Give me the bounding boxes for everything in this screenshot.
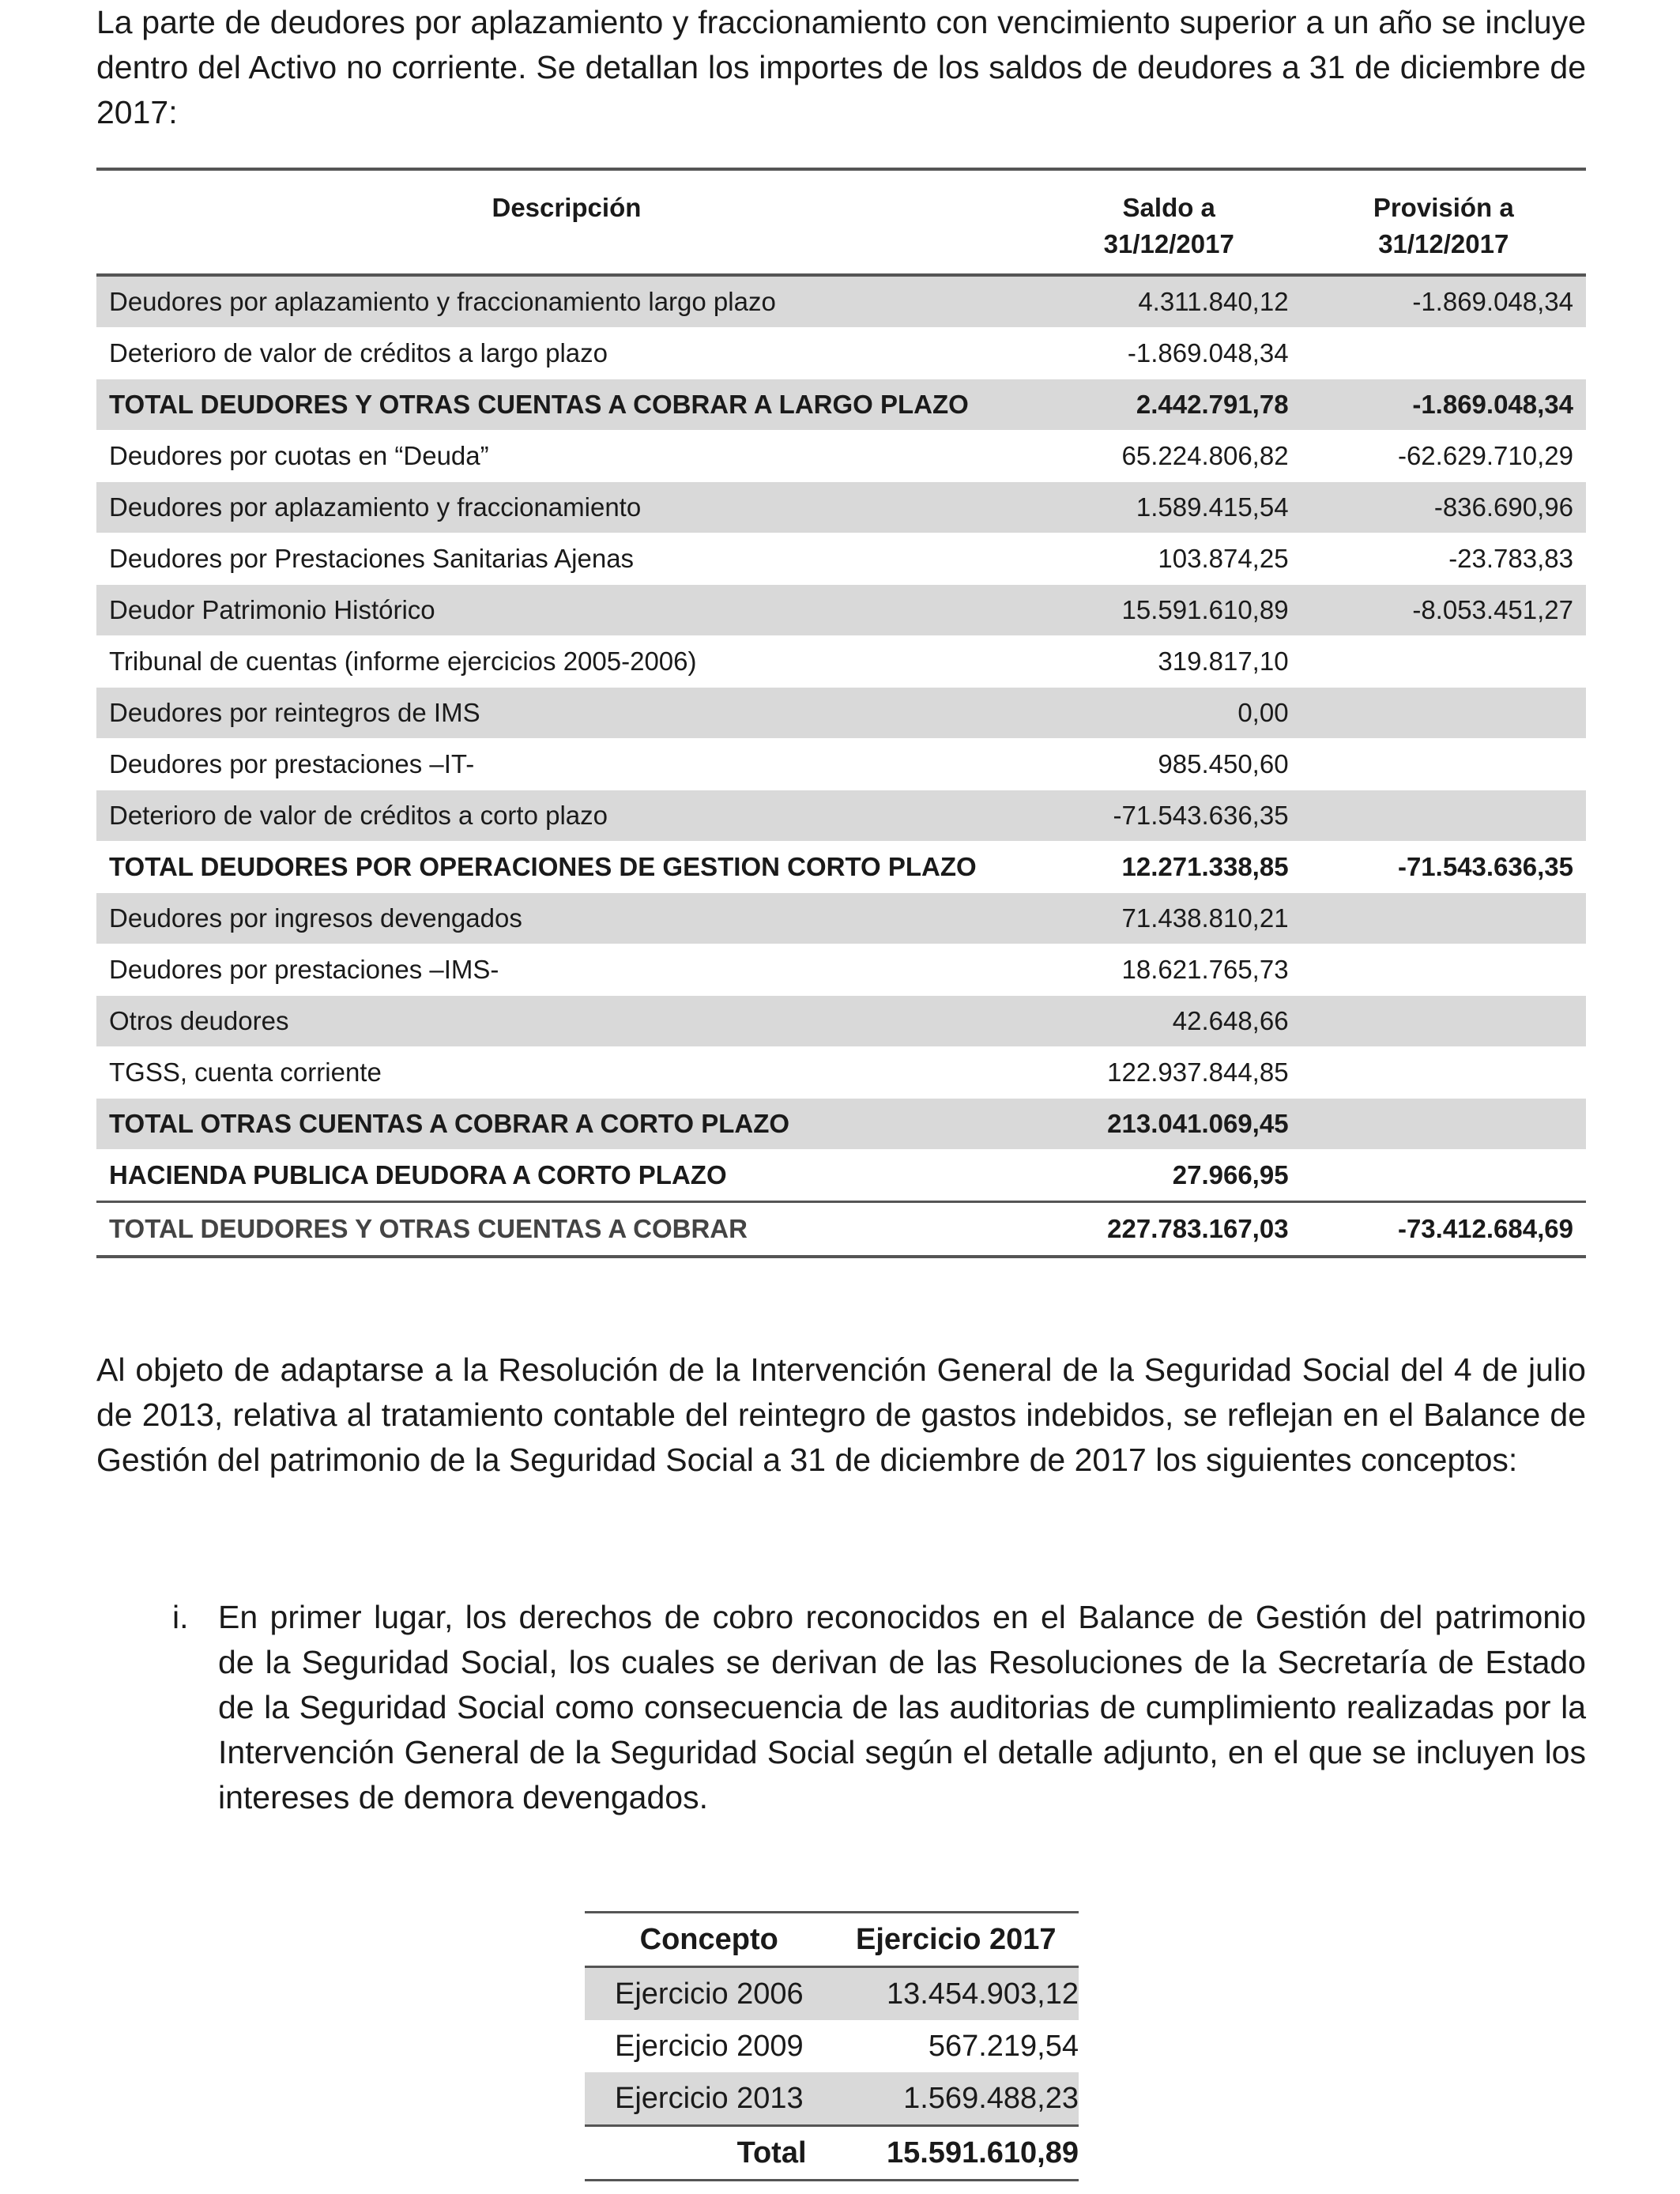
table-row: [96, 688, 1586, 739]
second-paragraph: Al objeto de adaptarse a la Resolución de la Intervención General de la Seguridad Social del 4 de julio de 2013, relativa al tratamiento contable del reintegro de gastos indebidos, se reflejan en el Balance de Gestión del patrimonio de la Seguridad Social a 31 de diciembre de 2017 los siguientes conceptos:: [96, 1351, 1586, 1478]
row-saldo: 71.438.810,21: [1037, 893, 1301, 944]
row-provision: -1.869.048,34: [1301, 275, 1586, 328]
row-provision: -1.869.048,34: [1301, 379, 1586, 431]
row-description: Deterioro de valor de créditos a largo plazo: [96, 328, 1037, 379]
debtors-table-header: [96, 169, 1586, 275]
row-description: HACIENDA PUBLICA DEUDORA A CORTO PLAZO: [96, 1150, 1037, 1202]
list-item-text: En primer lugar, los derechos de cobro reconocidos en el Balance de Gestión del patrimonio de la Seguridad Social, los cuales se derivan de las Resoluciones de la Secretaría de Estado de la Seguridad Social como consecuencia de las auditorias de cumplimiento realizadas por la Intervención General de la Seguridad Social según el detalle adjunto, en el que se incluyen los intereses de demora devengados.: [218, 1599, 1586, 1815]
exercise-table: [585, 1911, 1079, 2181]
row-concepto: Ejercicio 2013: [585, 2072, 834, 2126]
total-valor: 15.591.610,89: [834, 2126, 1079, 2181]
row-description: Deudores por aplazamiento y fraccionamiento: [96, 482, 1037, 533]
row-saldo: 0,00: [1037, 688, 1301, 739]
row-description: Deudores por cuotas en “Deuda”: [96, 431, 1037, 482]
table-row: [96, 275, 1586, 328]
row-saldo: 1.589.415,54: [1037, 482, 1301, 533]
row-description: Deterioro de valor de créditos a corto plazo: [96, 790, 1037, 842]
row-provision: -23.783,83: [1301, 533, 1586, 585]
table-row: [96, 996, 1586, 1047]
row-provision: [1301, 1150, 1586, 1202]
row-description: TOTAL DEUDORES POR OPERACIONES DE GESTION CORTO PLAZO: [96, 842, 1037, 893]
row-concepto: Ejercicio 2006: [585, 1967, 834, 2021]
row-valor: 567.219,54: [928, 2030, 1079, 2063]
row-description: Tribunal de cuentas (informe ejercicios 2005-2006): [96, 636, 1037, 688]
row-provision: -71.543.636,35: [1301, 842, 1586, 893]
subtotal-row: [96, 1150, 1586, 1202]
header-saldo-line2: 31/12/2017: [1103, 229, 1234, 258]
header-saldo-line1: Saldo a: [1122, 193, 1215, 222]
header-saldo: [1037, 169, 1301, 275]
table-row: [96, 585, 1586, 636]
row-provision: [1301, 739, 1586, 790]
row-description: Deudores por prestaciones –IT-: [96, 739, 1037, 790]
row-provision: [1301, 893, 1586, 944]
table-row: [96, 636, 1586, 688]
row-provision: [1301, 636, 1586, 688]
row-saldo: 103.874,25: [1037, 533, 1301, 585]
table-row: [96, 533, 1586, 585]
row-valor: 1.569.488,23: [834, 2072, 1079, 2126]
row-provision: -8.053.451,27: [1301, 585, 1586, 636]
table-row: [585, 2072, 1079, 2126]
total-provision: -73.412.684,69: [1301, 1202, 1586, 1257]
total-label: Total: [585, 2126, 834, 2181]
row-saldo: 985.450,60: [1037, 739, 1301, 790]
row-provision: [1301, 1047, 1586, 1099]
row-provision: [1301, 328, 1586, 379]
table-row: [96, 944, 1586, 996]
header-provision: [1301, 169, 1586, 275]
row-provision: -62.629.710,29: [1301, 431, 1586, 482]
row-description: Deudores por Prestaciones Sanitarias Ajenas: [96, 533, 1037, 585]
list-marker: i.: [172, 1599, 189, 1635]
debtors-table: [96, 168, 1586, 1258]
row-saldo: 319.817,10: [1037, 636, 1301, 688]
table-row: [96, 482, 1586, 533]
header-descripcion: Descripción: [96, 169, 1037, 275]
row-provision: [1301, 790, 1586, 842]
row-provision: [1301, 996, 1586, 1047]
header-provision-line2: 31/12/2017: [1378, 229, 1509, 258]
row-saldo: 213.041.069,45: [1037, 1099, 1301, 1150]
row-valor: 13.454.903,12: [834, 1967, 1079, 2021]
row-saldo: 27.966,95: [1037, 1150, 1301, 1202]
subtotal-row: [96, 1099, 1586, 1150]
subtotal-row: [96, 842, 1586, 893]
row-saldo: 4.311.840,12: [1037, 275, 1301, 328]
row-saldo: -71.543.636,35: [1037, 790, 1301, 842]
row-provision: [1301, 1099, 1586, 1150]
row-description: Deudores por ingresos devengados: [96, 893, 1037, 944]
subtotal-row: [96, 379, 1586, 431]
header-provision-line1: Provisión a: [1373, 193, 1514, 222]
table-row: [96, 893, 1586, 944]
row-saldo: 42.648,66: [1037, 996, 1301, 1047]
row-description: Deudores por prestaciones –IMS-: [96, 944, 1037, 996]
row-saldo: 15.591.610,89: [1037, 585, 1301, 636]
row-saldo: 12.271.338,85: [1037, 842, 1301, 893]
row-description: TOTAL DEUDORES Y OTRAS CUENTAS A COBRAR A LARGO PLAZO: [96, 379, 1037, 431]
debtors-table-body: [96, 275, 1586, 1257]
table-row: [96, 431, 1586, 482]
table-row: [585, 1967, 1079, 2021]
table-row: [96, 790, 1586, 842]
row-saldo: 2.442.791,78: [1037, 379, 1301, 431]
table-row: [96, 1047, 1586, 1099]
row-description: Deudores por aplazamiento y fraccionamiento largo plazo: [96, 275, 1037, 328]
row-saldo: 18.621.765,73: [1037, 944, 1301, 996]
row-saldo: 65.224.806,82: [1037, 431, 1301, 482]
header-concepto: Concepto: [585, 1913, 834, 1967]
table-row: [96, 739, 1586, 790]
row-concepto: Ejercicio 2009: [615, 2030, 804, 2063]
row-description: TGSS, cuenta corriente: [96, 1047, 1037, 1099]
intro-paragraph: La parte de deudores por aplazamiento y fraccionamiento con vencimiento superior a un año se incluye dentro del Activo no corriente. Se detallan los importes de los saldos de deudores a 31 de diciembre de 2017:: [96, 4, 1586, 130]
table-row: [585, 2020, 1079, 2072]
row-provision: [1301, 944, 1586, 996]
row-saldo: -1.869.048,34: [1037, 328, 1301, 379]
row-description: Otros deudores: [96, 996, 1037, 1047]
table-row: [96, 328, 1586, 379]
row-provision: [1301, 688, 1586, 739]
row-description: Deudor Patrimonio Histórico: [96, 585, 1037, 636]
row-saldo: 122.937.844,85: [1037, 1047, 1301, 1099]
header-ejercicio: Ejercicio 2017: [834, 1913, 1079, 1967]
row-description: Deudores por reintegros de IMS: [96, 688, 1037, 739]
row-description: TOTAL OTRAS CUENTAS A COBRAR A CORTO PLAZO: [96, 1099, 1037, 1150]
row-provision: -836.690,96: [1301, 482, 1586, 533]
grand-total-row: [96, 1202, 1586, 1257]
total-saldo: 227.783.167,03: [1037, 1202, 1301, 1257]
total-row: [585, 2126, 1079, 2181]
total-description: TOTAL DEUDORES Y OTRAS CUENTAS A COBRAR: [96, 1202, 1037, 1257]
